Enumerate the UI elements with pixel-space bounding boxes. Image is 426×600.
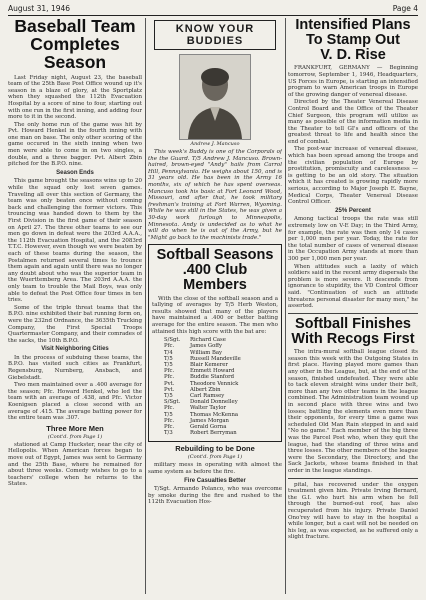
roster-rank: Pfc. xyxy=(164,424,175,431)
subhead-visit-cities: Visit Neighboring Cities xyxy=(41,346,109,353)
roster-rank: T/3 xyxy=(164,430,173,437)
column-divider xyxy=(285,18,286,594)
article-paragraph: stationed at Camp Huckster, near the city of Hellopolis. When American forces began to move out of Egypt, James was sent to Germany and the 25th Base, where he remained for about three weeks. Comedy wishes to go to a teachers' college when he returns to the States. xyxy=(8,441,142,488)
continued-note: (Cont'd. from Page 1) xyxy=(187,454,243,461)
roster-name: Robert Berryman xyxy=(190,430,237,437)
article-paragraph: military mess in operating with almost the same system as before the fire. xyxy=(148,462,282,476)
three-more-men-headline: Three More Men xyxy=(46,423,104,433)
roster-name: Emmett Howard xyxy=(190,368,235,375)
roster-rank: S/Sgt. xyxy=(164,337,181,344)
baseball-headline: Baseball Team Completes Season xyxy=(14,18,136,72)
column-middle xyxy=(148,18,282,596)
roster-name: William Bay xyxy=(190,349,223,356)
article-paragraph: This game brought the seasons wins up to 20 while the squad only lost seven games. Traveling all over this section of Germany, the team was only beaten once without coming back and challenging the former victors. This trouncing was handed down to them by the First Division in the first game of their season on April 27. The three other teams to see our men go down in defeat were the 203rd A.A.A., the 112th Evacuation Hospital, and the 2083rd T.T.C. However, even though we were beaten by each of these teams during the season, the Postalmen returned several times to trounce them again and again until there was no longer any doubt about who was the superior team in the Wuerttemberg Area. The 203rd A.A.A. the only team to trouble the Mail Boys, was only able to defeat the Post Office four times in ten tries. xyxy=(8,178,142,304)
box-paragraph: With the close of the softball season and a tallying of averages by T/5 Herb Weston, results showed that many of the players have maintained a .400 or better batting average for the entire season. The men who attained this high score with the bat are: xyxy=(152,295,278,335)
roster-rank: T/5 xyxy=(164,411,173,418)
portrait-silhouette xyxy=(180,55,250,139)
baseball-article xyxy=(8,75,142,422)
vd-headline: Intensified Plans To Stamp Out V. D. Rise xyxy=(295,18,411,63)
roster-rank: Pvt. xyxy=(164,380,175,387)
roster-rank: Pfc. xyxy=(164,374,175,381)
rebuilding-article xyxy=(148,462,282,506)
article-paragraph: Two men maintained over a .400 average for the season; Pfc. Howard Henkel, who led the team with an average of .438, and Pfc. Victor Koenigsen placed a close second with an average of .415. The average batting power for the entire team was .307. xyxy=(8,382,142,422)
softball-400-headline: Softball Seasons .400 Club Members xyxy=(156,247,274,293)
article-separator xyxy=(288,313,418,314)
bio-paragraph: This week's Buddy is one of the Corporals of the the Guard. T/5 Andrew J. Mancuso. Brown-haired, brown-eyed "Andy" hails from Carrol Hill, Pennsylvania. He weighs about 150, and is 31 years old. He has been in the Army 16 months, six of which he has spent overseas. Mancuso took his basic at Fort Leonard Wood, Missouri, and after that, he took military freshman's training at Fort Warren, Wyoming. While he was still in the States, he was given a 30-day work furlough to Minneapolis, Minnesota. Andy is undecided as to what he will do when he is out of the Army, but he "Might go back to the machinists trade." xyxy=(148,149,282,241)
three-more-men-article xyxy=(8,442,142,488)
article-paragraph: The only home run of the game was hit by Pvt. Howard Henkel in the fourth inning with one man on base. The only other scoring of the game occured in the sixth inning when two men were able to come in on two singles, a double, and a three bagger. Pvt. Albert Zbin pitched for the B.P.O. nine. xyxy=(8,121,142,168)
article-paragraph: Some of the triple threat teams that the B.P.O. nine exhibited their bat running form on, were the 232nd Ordnance, the 3635th Trucking Company, the First Special Troops Quartermaster Company, and their comrades of the sacks, the 10th B.P.O. xyxy=(8,304,142,344)
roster-name: Russell Mandeville xyxy=(190,355,241,362)
roster-name: James Goffy xyxy=(190,343,223,350)
softball-finishes-headline: Softball Finishes With Recogs First xyxy=(291,315,415,347)
buddy-bio xyxy=(148,149,282,241)
banner-line: KNOW YOUR xyxy=(175,23,255,35)
article-paragraph: T/Sgt. Armando Polanco, who was overcome by smoke during the fire and rushed to the 112th Evacuation Hos- xyxy=(148,486,282,506)
article-separator xyxy=(288,478,418,479)
roster-rank: Pvt. xyxy=(164,386,175,393)
header-rule xyxy=(8,15,418,16)
article-paragraph: The intra-mural softball league closed its season this week with the Outgoing States in first place. Having played more games than any other in the League, but, at the end of the season, finished undefeated. They were able to tack eleven straight wins under their belt, more than any two other teams in the league combined. The Administration team wound up in second place with three wins and two losses; battling the elements even more than their opponents, for every time a game was scheduled Old Man Rain stepped in and said "No no game." Each member of the big three was the Parcel Post who, when they quit the league, had the standing of three wins and three losses. The other members of the league were the Secondary, the Directory, and the Sack Jackets, whose teams finished in that order in the league standings. xyxy=(288,349,418,474)
softball-400-box xyxy=(148,244,282,442)
roster-rank: Pfc. xyxy=(164,405,175,412)
roster-name: Carl Ramsey xyxy=(190,393,225,400)
issue-date: August 31, 1946 xyxy=(8,4,71,13)
page-header xyxy=(8,4,418,14)
roster-list xyxy=(164,337,278,436)
article-paragraph: The post-war increase of venereal disease, which has been spread among the troops and the civilian population of Europe by prostitution, promiscuity and carelessness — is getting to be an old story. The situation which it has created is growing rapidly more serious, according to Major Joseph E. Bayne, Medical Corps, Theater Venereal Disease Control Officer. xyxy=(288,146,418,206)
roster-rank: T/5 xyxy=(164,362,173,369)
roster-name: Donald Donnelley xyxy=(190,399,238,406)
article-paragraph: FRANKFURT, GERMANY — Beginning tomorrow, September 1, 1946, Headquarters, US Forces in Europe, is starting an intensified program to warn American troops in Europe of the growing danger of venereal disease. xyxy=(288,65,418,98)
roster-name: Walter Taylor xyxy=(190,405,227,412)
roster-rank: T/5 xyxy=(164,355,173,362)
column-divider xyxy=(145,18,146,594)
hospital-continuation xyxy=(288,482,418,541)
article-paragraph: pital, has recovered under the oxygen treatment given him. Private Irving Bernard, the G.I. who hurt his arm when he fell through the burned-out roof, has also recuperated from his injury. Private Daniel Ono'rey will have to stay in the hospital a while longer, but a cast will not be needed on his leg, as was expected, as he suffered only a slight fracture. xyxy=(288,481,418,541)
article-paragraph: Directed by the Theater Venereal Disease Control Board and the Office of the Theater Chief Surgeon, this program will utilize as many as possible of the information media in the Theater to tell GI's and officers of the greatest threat to life and health since the end of combat. xyxy=(288,99,418,145)
article-paragraph: When attitudes such a laxity of which soldiers said in the recent army dispersals the problem is more severe. It descends from ignorance to stupidity, the VD Control Officer said. "Continuation of such an attitude threatens personal disaster for many men," he asserted. xyxy=(288,263,418,310)
photo-caption: Andrew J. Mancuso xyxy=(190,141,240,147)
column-left xyxy=(8,18,142,596)
roster-rank: Pfc. xyxy=(164,417,175,424)
subhead-season-ends: Season Ends xyxy=(56,169,94,176)
roster-name: Theodore Vennick xyxy=(190,380,239,387)
continued-note: (Cont'd. from Page 1) xyxy=(47,433,103,440)
page-number: Page 4 xyxy=(392,4,418,13)
subhead-percent: 25% Percent xyxy=(335,207,371,214)
article-paragraph: Last Friday night, August 23, the baseball team of the 25th Base Post Office wound up it's season in a blaze of glory, at the Sportplatz when they squashed the 112th Evacuation Hospital by a score of nine to four, starting out with one run in the first inning, and adding four more to it in the second. xyxy=(8,74,142,121)
rebuilding-headline: Rebuilding to be Done xyxy=(175,444,255,454)
vd-article xyxy=(288,65,418,309)
banner-line: BUDDIES xyxy=(186,35,244,47)
roster-name: James Morgan xyxy=(190,417,229,424)
roster-row xyxy=(164,430,278,436)
roster-name: Thomas McKenna xyxy=(190,411,239,418)
column-right xyxy=(288,18,418,596)
roster-rank: T/4 xyxy=(164,349,173,356)
article-paragraph: In the process of subduing these teams, the B.P.O. has visited such cities as Frankfurt, Regensburg, Nurnberg, Ansbach, and Giebelstadt. xyxy=(8,354,142,381)
know-your-buddies-banner xyxy=(154,20,276,50)
roster-name: Blair Kemerer xyxy=(190,362,228,369)
roster-rank: S/Sgt. xyxy=(164,399,181,406)
roster-rank: Pfc. xyxy=(164,368,175,375)
roster-rank: Pfc. xyxy=(164,343,175,350)
subhead-fire-casualties: Fire Casualties Better xyxy=(184,477,246,484)
article-paragraph: Among tactical troops the rate was still extremely low on V-E Day; in the Third Army, for example, the rate was then only 14 cases per 1,000 men per year. Today, the rate for the total number of cases of venereal disease in the Occupation Army stands at more than 300 per 1,000 men per year. xyxy=(288,216,418,262)
roster-name: Gerald Gorna xyxy=(190,424,227,431)
roster-name: Albert Zbin xyxy=(190,386,221,393)
portrait-photo xyxy=(179,54,251,140)
roster-name: Buddie Stanford xyxy=(190,374,234,381)
softball-finishes-article xyxy=(288,349,418,474)
roster-name: Richard Case xyxy=(190,337,226,344)
roster-rank: T/5 xyxy=(164,393,173,400)
